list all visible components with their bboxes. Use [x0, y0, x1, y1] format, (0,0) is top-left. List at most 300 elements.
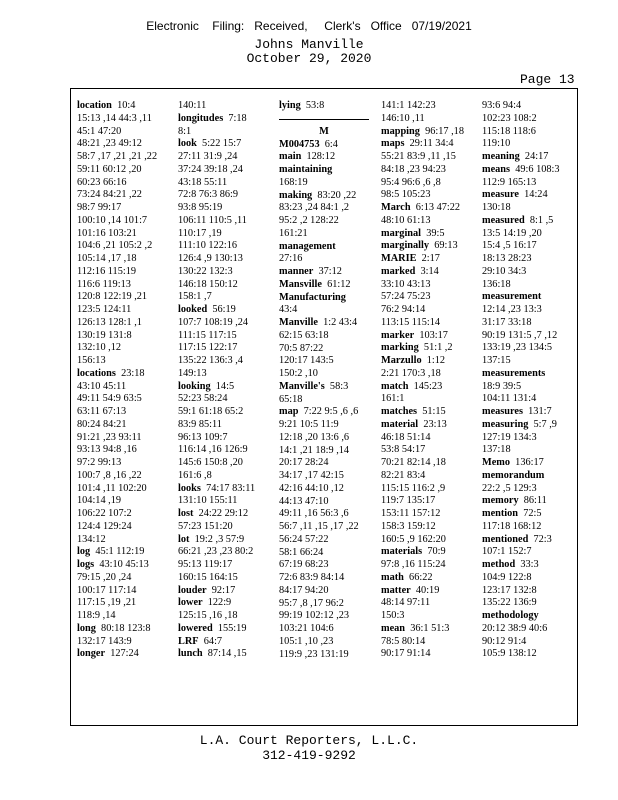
index-entry-continuation	[77, 432, 157, 445]
page-line-references: 83:20 ,22	[317, 189, 357, 201]
index-entry-continuation	[482, 113, 560, 126]
page-line-references: 59:1 61:18 65:2	[178, 406, 244, 417]
page-line-references: 57:23 151:20	[178, 520, 233, 532]
index-entry-continuation	[178, 444, 255, 457]
index-entry-continuation	[381, 521, 464, 534]
index-entry	[381, 623, 464, 636]
page-line-references: 113:15 115:14	[381, 316, 441, 328]
page-line-references: 62:15 63:18	[279, 329, 329, 341]
page-line-references: 149:13	[178, 367, 207, 379]
index-column-3	[279, 100, 369, 661]
index-entry-continuation	[77, 164, 157, 177]
index-entry-continuation	[77, 304, 157, 317]
index-entry-continuation	[77, 457, 157, 470]
index-entry-continuation	[381, 597, 464, 610]
page-line-references: 66:21 ,23 ,23 80:2	[178, 546, 254, 558]
index-entry-continuation	[482, 355, 560, 368]
page-line-references: 95:4 96:6 ,6 ,8	[381, 176, 441, 188]
index-entry	[381, 342, 464, 355]
index-entry-continuation	[178, 202, 255, 215]
index-entry-continuation	[381, 164, 464, 177]
page-line-references: 5:7 ,9	[533, 418, 557, 430]
page-line-references: 98:7 99:17	[77, 202, 122, 213]
page-line-references: 168:19	[279, 176, 308, 188]
page-line-references: 130:22 132:3	[178, 265, 233, 277]
index-entry-continuation	[482, 483, 560, 496]
index-entry	[279, 151, 369, 164]
index-entry-continuation	[77, 138, 157, 151]
page-line-references: 116:14 ,16 126:9	[178, 444, 248, 456]
index-entry-continuation	[279, 598, 369, 611]
page-line-references: 48:10 61:13	[381, 214, 431, 226]
index-entry	[482, 419, 560, 432]
index-term: looked	[178, 304, 208, 315]
page-line-references: 57:24 75:23	[381, 291, 431, 303]
page-line-references: 40:19	[415, 584, 440, 596]
page-line-references: 22:2 ,5 129:3	[482, 482, 537, 494]
page-line-references: 15:4 ,5 16:17	[482, 240, 537, 252]
index-term: measured	[482, 214, 525, 226]
index-entry-continuation	[279, 534, 369, 547]
page-line-references: 83:9 85:11	[178, 418, 222, 430]
page-line-references: 112:16 115:19	[77, 265, 137, 277]
page-line-references: 106:11 110:5 ,11	[178, 214, 247, 226]
page-line-references: 141:1 142:23	[381, 100, 436, 111]
index-entry-continuation	[381, 291, 464, 304]
page-line-references: 95:13 119:17	[178, 559, 233, 570]
index-entry-continuation	[482, 240, 560, 253]
page-line-references: 161:21	[279, 227, 308, 239]
page-line-references: 8:1 ,5	[529, 214, 554, 226]
page-line-references: 115:18 118:6	[482, 125, 536, 137]
index-entry-continuation	[381, 470, 464, 483]
page-line-references: 73:24 84:21 ,22	[77, 189, 142, 201]
page-line-references: 76:2 94:14	[381, 304, 426, 315]
index-entry	[178, 636, 255, 649]
page-line-references: 105:14 ,17 ,18	[77, 253, 137, 264]
index-entry-continuation	[279, 202, 369, 215]
index-term: mapping	[381, 125, 420, 137]
index-entry-continuation	[279, 394, 369, 407]
index-term: marking	[381, 342, 419, 354]
index-entry	[482, 457, 560, 470]
index-entry-continuation	[178, 266, 255, 279]
index-term: measures	[482, 406, 523, 417]
page-line-references: 122:9	[207, 597, 232, 609]
index-entry	[381, 419, 464, 432]
index-entry-continuation	[178, 342, 255, 355]
index-entry	[77, 100, 157, 113]
index-term: manner	[279, 266, 314, 277]
index-term: Mansville	[279, 278, 322, 290]
index-entry-continuation	[279, 559, 369, 572]
index-term: material	[381, 418, 419, 430]
page-line-references: 127:19 134:3	[482, 431, 537, 443]
index-entry-continuation	[279, 432, 369, 445]
index-entry-continuation	[482, 138, 560, 151]
index-entry	[482, 368, 560, 381]
page-line-references: 137:18	[482, 444, 511, 456]
page-line-references: 146:10 ,11	[381, 112, 425, 124]
index-entry-continuation	[381, 648, 464, 661]
page-line-references: 105:1 ,10 ,23	[279, 635, 334, 647]
index-term: maps	[381, 138, 405, 150]
page-line-references: 145:6 150:8 ,20	[178, 457, 243, 468]
section-divider	[279, 113, 369, 126]
index-entry	[279, 139, 369, 152]
index-entry-continuation	[178, 368, 255, 381]
index-entry	[482, 470, 560, 483]
index-entry	[482, 151, 560, 164]
index-entry-continuation	[381, 508, 464, 521]
index-entry	[482, 495, 560, 508]
index-entry-continuation	[482, 648, 560, 661]
page-line-references: 24:22 29:12	[198, 508, 249, 519]
page-line-references: 59:11 60:12 ,20	[77, 163, 142, 175]
page-line-references: 46:18 51:14	[381, 431, 431, 443]
page-line-references: 160:15 164:15	[178, 571, 238, 583]
page-line-references: 18:9 39:5	[482, 380, 522, 392]
page-line-references: 90:12 91:4	[482, 635, 527, 647]
index-term: maintaining	[279, 164, 333, 175]
index-entry-continuation	[77, 355, 157, 368]
page-line-references: 103:17	[419, 329, 448, 341]
page-line-references: 104:11 131:4	[482, 393, 537, 405]
page-line-references: 90:19 131:5 ,7 ,12	[482, 329, 558, 341]
index-entry-continuation	[482, 342, 560, 355]
page-line-references: 56:24 57:22	[279, 533, 329, 545]
page-line-references: 119:10	[482, 138, 511, 150]
page-line-references: 1:2 43:4	[323, 317, 358, 328]
index-term: map	[279, 406, 299, 418]
index-entry-continuation	[178, 126, 255, 139]
index-entry-continuation	[482, 444, 560, 457]
page-line-references: 124:4 129:24	[77, 520, 132, 532]
page-line-references: 44:13 47:10	[279, 495, 329, 507]
index-entry-continuation	[178, 215, 255, 228]
index-entry-continuation	[178, 151, 255, 164]
index-term: main	[279, 151, 302, 163]
page-line-references: 80:24 84:21	[77, 418, 127, 430]
index-entry-continuation	[279, 419, 369, 432]
index-term: measure	[482, 189, 519, 201]
index-entry	[381, 240, 464, 253]
index-entry-continuation	[279, 470, 369, 483]
page-line-references: 116:6 119:13	[77, 278, 131, 290]
page-line-references: 43:18 55:11	[178, 176, 228, 188]
index-entry-continuation	[279, 368, 369, 381]
index-term: materials	[381, 546, 423, 558]
index-entry	[381, 202, 464, 215]
index-entry-continuation	[77, 572, 157, 585]
page-line-references: 53:8 54:17	[381, 444, 426, 456]
index-term: MARIE	[381, 253, 417, 264]
page-line-references: 156:13	[77, 355, 106, 366]
index-entry-continuation	[178, 253, 255, 266]
index-entry-continuation	[77, 521, 157, 534]
page-line-references: 15:13 ,14 44:3 ,11	[77, 112, 152, 124]
page-line-references: 135:22 136:3 ,4	[178, 355, 243, 366]
page-line-references: 150:3	[381, 610, 405, 621]
page-line-references: 101:16 103:21	[77, 227, 137, 239]
index-entry-continuation	[482, 330, 560, 343]
index-entry-continuation	[381, 610, 464, 623]
index-entry-continuation	[77, 240, 157, 253]
index-entry-continuation	[178, 100, 255, 113]
page-line-references: 33:10 43:13	[381, 278, 431, 290]
index-term: looking	[178, 380, 211, 392]
page-line-references: 51:15	[422, 406, 446, 417]
index-term: marginally	[381, 240, 430, 252]
page-line-references: 146:18 150:12	[178, 278, 238, 290]
page-line-references: 43:4	[279, 304, 298, 316]
page-line-references: 117:15 122:17	[178, 342, 238, 354]
index-term: locations	[77, 367, 116, 379]
index-entry-continuation	[77, 534, 157, 547]
page-line-references: 83:23 ,24 84:1 ,2	[279, 202, 350, 214]
index-entry-continuation	[482, 126, 560, 139]
page-line-references: 104:9 122:8	[482, 571, 532, 583]
page-line-references: 56:7 ,11 ,15 ,17 ,22	[279, 521, 359, 532]
index-entry-continuation	[381, 483, 464, 496]
index-entry-continuation	[279, 610, 369, 623]
index-entry	[178, 648, 255, 661]
page-line-references: 134:12	[77, 533, 106, 545]
index-entry-continuation	[77, 444, 157, 457]
index-entry-continuation	[178, 521, 255, 534]
index-term: memory	[482, 495, 519, 507]
page-line-references: 49:11 54:9 63:5	[77, 393, 142, 405]
page-line-references: 100:7 ,8 ,16 ,22	[77, 469, 142, 481]
index-entry-continuation	[77, 126, 157, 139]
index-entry	[482, 508, 560, 521]
index-term: measurements	[482, 367, 546, 379]
page-line-references: 12:18 ,20 13:6 ,6	[279, 431, 350, 443]
page-line-references: 132:17 143:9	[77, 635, 132, 647]
page-line-references: 70:21 82:14 ,18	[381, 457, 446, 468]
index-term: lying	[279, 100, 301, 111]
deposition-date: October 29, 2020	[246, 51, 372, 66]
index-entry-continuation	[279, 445, 369, 458]
index-entry-continuation	[279, 521, 369, 534]
index-entry-continuation	[381, 636, 464, 649]
page-line-references: 99:19 102:12 ,23	[279, 610, 350, 622]
index-term: mention	[482, 508, 519, 519]
page-line-references: 53:8	[305, 100, 325, 111]
page-line-references: 51:1 ,2	[423, 342, 453, 354]
index-entry-continuation	[482, 623, 560, 636]
page-line-references: 137:15	[482, 355, 511, 366]
index-entry-continuation	[178, 495, 255, 508]
index-entry-continuation	[178, 572, 255, 585]
page-line-references: 3:14	[420, 265, 439, 277]
index-entry-continuation	[77, 597, 157, 610]
page-line-references: 135:22 136:9	[482, 597, 537, 609]
index-entry	[178, 138, 255, 151]
page-line-references: 105:9 138:12	[482, 648, 537, 660]
index-entry-continuation	[178, 279, 255, 292]
page-line-references: 104:14 ,19	[77, 495, 122, 507]
page-line-references: 10:4	[117, 100, 136, 111]
index-entry-continuation	[482, 304, 560, 317]
index-entry-continuation	[279, 636, 369, 649]
page-line-references: 84:17 94:20	[279, 584, 329, 596]
index-entry-continuation	[77, 317, 157, 330]
index-term: Memo	[482, 457, 511, 468]
index-term: log	[77, 546, 91, 558]
index-entry-continuation	[77, 483, 157, 496]
page-line-references: 20:17 28:24	[279, 457, 329, 469]
page-line-references: 23:13	[423, 418, 447, 430]
index-entry-continuation	[381, 177, 464, 190]
page-line-references: 58:3	[329, 380, 349, 392]
index-entry-continuation	[77, 189, 157, 202]
page-line-references: 136:18	[482, 278, 511, 290]
page-line-references: 66:22	[409, 571, 433, 583]
index-term: Marzullo	[381, 355, 422, 366]
page-line-references: 29:11 34:4	[409, 138, 454, 150]
index-entry	[178, 585, 255, 598]
index-entry-continuation	[77, 508, 157, 521]
page-line-references: 126:4 ,9 130:13	[178, 253, 243, 264]
index-entry	[279, 100, 369, 113]
index-entry-continuation	[381, 100, 464, 113]
page-line-references: 86:11	[523, 495, 547, 507]
index-term: Manufacturing	[279, 291, 346, 303]
word-index-box	[70, 88, 578, 726]
page-line-references: 69:13	[434, 240, 458, 252]
index-term: marked	[381, 265, 416, 277]
index-term: measuring	[482, 418, 529, 430]
page-line-references: 6:13 47:22	[415, 202, 461, 213]
index-term: LRF	[178, 635, 199, 647]
page-line-references: 37:12	[318, 266, 342, 277]
index-entry	[381, 572, 464, 585]
page-line-references: 112:9 165:13	[482, 176, 537, 188]
index-entry-continuation	[77, 266, 157, 279]
page-line-references: 126:13 128:1 ,1	[77, 316, 142, 328]
page-line-references: 12:14 ,23 13:3	[482, 304, 542, 315]
index-entry-continuation	[279, 228, 369, 241]
index-entry	[77, 623, 157, 636]
page-line-references: 132:10 ,12	[77, 342, 122, 354]
page-line-references: 161:6 ,8	[178, 469, 212, 481]
index-entry	[482, 291, 560, 304]
index-term: marker	[381, 329, 415, 341]
index-entry-continuation	[381, 304, 464, 317]
index-entry	[279, 164, 369, 177]
index-entry-continuation	[482, 279, 560, 292]
index-entry-continuation	[381, 444, 464, 457]
index-entry	[381, 406, 464, 419]
index-entry-continuation	[279, 343, 369, 356]
index-entry-continuation	[482, 585, 560, 598]
index-entry	[77, 546, 157, 559]
index-entry-continuation	[482, 381, 560, 394]
index-term: management	[279, 240, 336, 252]
index-term: Manville's	[279, 380, 325, 392]
page-line-references: 36:1 51:3	[410, 622, 450, 634]
index-entry	[178, 534, 255, 547]
page-line-references: 70:5 87:22	[279, 342, 324, 354]
index-entry	[381, 381, 464, 394]
index-entry-continuation	[178, 164, 255, 177]
index-term: means	[482, 163, 511, 175]
index-entry-continuation	[178, 330, 255, 343]
index-entry-continuation	[279, 483, 369, 496]
page-line-references: 131:7	[528, 406, 552, 417]
page-line-references: 34:17 ,17 42:15	[279, 470, 344, 481]
index-entry	[279, 266, 369, 279]
court-reporter-phone: 312-419-9292	[262, 748, 356, 763]
index-entry-continuation	[77, 393, 157, 406]
index-term: making	[279, 189, 313, 201]
page-line-references: 1:12	[426, 355, 446, 366]
page-line-references: 65:18	[279, 393, 303, 405]
page-line-references: 95:7 ,8 ,17 96:2	[279, 597, 344, 609]
index-entry-continuation	[77, 330, 157, 343]
index-term: louder	[178, 584, 207, 596]
index-entry-continuation	[381, 534, 464, 547]
index-entry-continuation	[77, 291, 157, 304]
page-line-references: 80:18 123:8	[101, 622, 151, 634]
page-line-references: 123:5 124:11	[77, 304, 132, 315]
index-entry-continuation	[482, 100, 560, 113]
index-entry-continuation	[381, 393, 464, 406]
index-term: Manville	[279, 317, 318, 328]
index-term: mentioned	[482, 533, 529, 545]
page-line-references: 6:4	[324, 138, 338, 150]
page-line-references: 84:18 ,23 94:23	[381, 163, 446, 175]
index-entry-continuation	[482, 546, 560, 559]
page-line-references: 48:14 97:11	[381, 597, 431, 609]
page-line-references: 161:1	[381, 393, 405, 405]
index-entry-continuation	[381, 432, 464, 445]
index-entry	[77, 559, 157, 572]
index-entry-continuation	[381, 368, 464, 381]
index-entry-continuation	[279, 177, 369, 190]
page-line-references: 145:23	[413, 380, 443, 392]
index-entry-continuation	[178, 240, 255, 253]
page-line-references: 2:21 170:3 ,18	[381, 367, 441, 379]
page-line-references: 119:9 ,23 131:19	[279, 648, 349, 660]
page-line-references: 130:18	[482, 202, 511, 213]
index-entry-continuation	[482, 253, 560, 266]
page-line-references: 43:10 45:11	[77, 380, 127, 392]
index-entry-continuation	[482, 228, 560, 241]
page-line-references: 120:17 143:5	[279, 355, 334, 367]
index-term: mean	[381, 622, 406, 634]
index-entry-continuation	[178, 189, 255, 202]
page-line-references: 37:24 39:18 ,24	[178, 163, 243, 175]
page-line-references: 136:17	[515, 457, 544, 468]
index-entry-continuation	[178, 406, 255, 419]
page-line-references: 42:16 44:10 ,12	[279, 482, 344, 494]
index-entry-continuation	[381, 559, 464, 572]
index-entry-continuation	[279, 496, 369, 509]
index-term: matches	[381, 406, 418, 417]
index-entry	[178, 113, 255, 126]
page-line-references: 127:24	[110, 648, 139, 660]
index-entry-continuation	[381, 151, 464, 164]
page-line-references: 18:13 28:23	[482, 253, 532, 264]
index-entry-continuation	[178, 228, 255, 241]
page-line-references: 119:7 135:17	[381, 495, 436, 507]
page-line-references: 61:12	[327, 278, 351, 290]
section-letter: M	[319, 125, 329, 137]
page-line-references: 24:17	[524, 151, 549, 162]
page-line-references: 140:11	[178, 100, 207, 111]
